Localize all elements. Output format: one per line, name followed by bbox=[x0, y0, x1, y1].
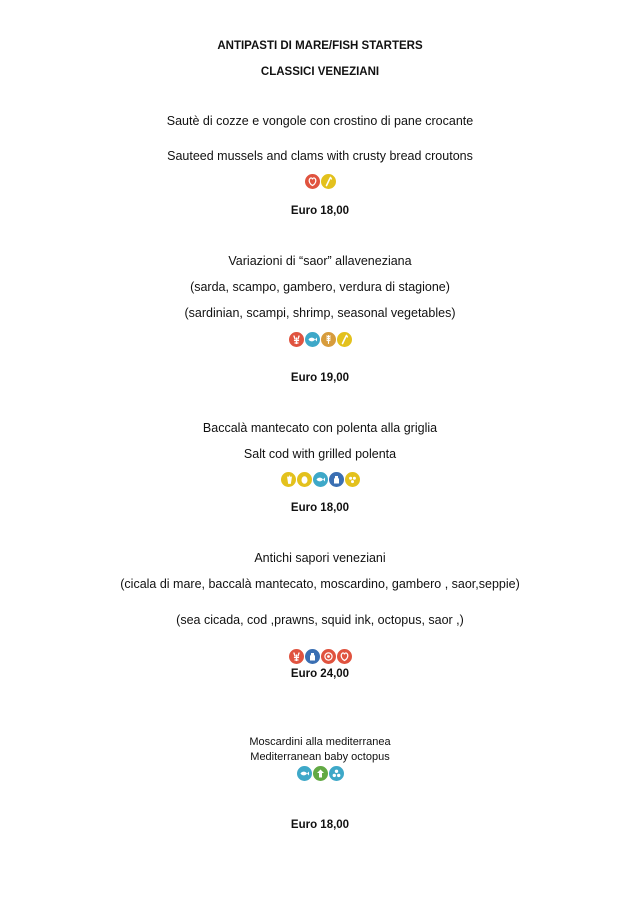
dish-price: Euro 24,00 bbox=[290, 668, 350, 680]
gluten-icon bbox=[321, 332, 336, 347]
dish-name-english: Mediterranean baby octopus bbox=[250, 751, 390, 763]
dish-name-english: Salt cod with grilled polenta bbox=[243, 447, 397, 461]
dish-name-italian: Antichi sapori veneziani bbox=[254, 551, 386, 565]
dish-detail-italian: (sarda, scampo, gambero, verdura di stagione) bbox=[190, 280, 450, 294]
dish-name-italian: Variazioni di “saor” allaveneziana bbox=[228, 254, 412, 268]
milk-icon bbox=[305, 649, 320, 664]
dish-detail-italian: (cicala di mare, baccalà mantecato, moscardino, gambero , saor,seppie) bbox=[120, 577, 520, 591]
nuts-icon bbox=[329, 766, 344, 781]
dish-price: Euro 18,00 bbox=[290, 205, 350, 217]
sesame-icon bbox=[345, 472, 360, 487]
allergen-icons bbox=[0, 174, 640, 190]
page-title: ANTIPASTI DI MARE/FISH STARTERS bbox=[217, 40, 423, 52]
dish-name-italian: Moscardini alla mediterranea bbox=[249, 736, 391, 748]
crustaceans-icon bbox=[289, 649, 304, 664]
dish-name-english: Sauteed mussels and clams with crusty bread croutons bbox=[167, 149, 473, 163]
mustard-icon bbox=[281, 472, 296, 487]
fish-icon bbox=[305, 332, 320, 347]
milk-icon bbox=[329, 472, 344, 487]
allergen-icons bbox=[0, 766, 640, 782]
crustaceans-icon bbox=[289, 332, 304, 347]
allergen-icons bbox=[0, 649, 640, 665]
dish-name-italian: Baccalà mantecato con polenta alla griglia bbox=[202, 421, 438, 435]
celery-icon bbox=[321, 174, 336, 189]
sulphites-icon bbox=[321, 649, 336, 664]
dish-price: Euro 18,00 bbox=[290, 819, 350, 831]
dish-detail-english: (sardinian, scampi, shrimp, seasonal vegetables) bbox=[184, 306, 456, 320]
dish-name-italian: Sautè di cozze e vongole con crostino di pane crocante bbox=[166, 114, 474, 128]
page-subtitle: CLASSICI VENEZIANI bbox=[260, 66, 380, 78]
fish-icon bbox=[313, 472, 328, 487]
molluscs-icon bbox=[337, 649, 352, 664]
dish-price: Euro 19,00 bbox=[290, 372, 350, 384]
celery-icon bbox=[337, 332, 352, 347]
allergen-icons bbox=[0, 472, 640, 488]
fish-icon bbox=[297, 766, 312, 781]
soy-icon bbox=[313, 766, 328, 781]
molluscs-icon bbox=[305, 174, 320, 189]
allergen-icons bbox=[0, 332, 640, 348]
eggs-icon bbox=[297, 472, 312, 487]
dish-detail-english: (sea cicada, cod ,prawns, squid ink, octopus, saor ,) bbox=[176, 613, 464, 627]
dish-price: Euro 18,00 bbox=[290, 502, 350, 514]
